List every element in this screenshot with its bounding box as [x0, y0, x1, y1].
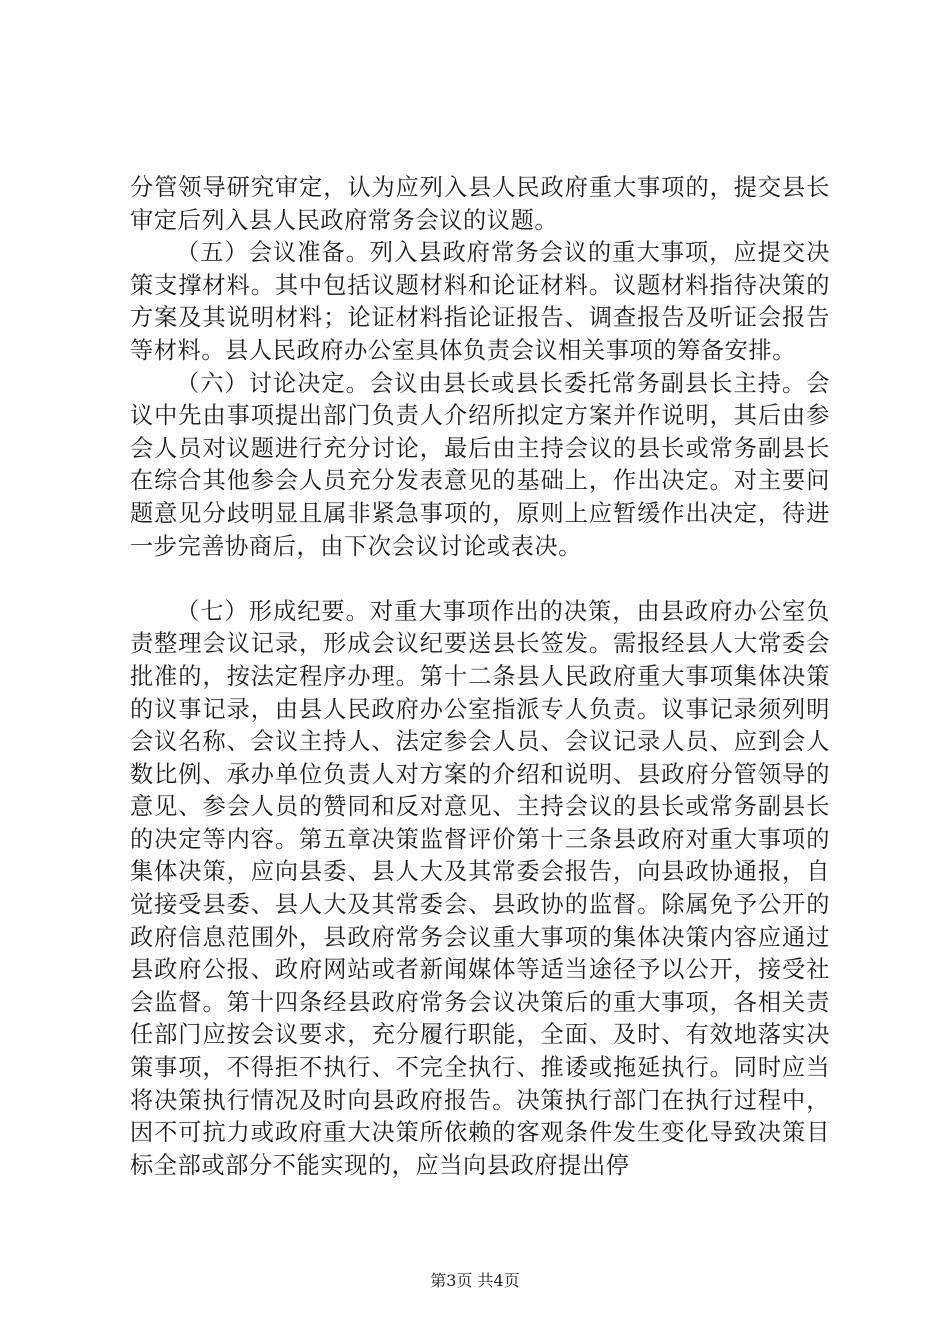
document-body	[130, 172, 830, 1182]
paragraph-continuation: 分管领导研究审定，认为应列入县人民政府重大事项的，提交县长审定后列入县人民政府常务会议的议题。	[130, 174, 830, 234]
paragraph-section-5: （五）会议准备。列入县政府常务会议的重大事项，应提交决策支撑材料。其中包括议题材料和论证材料。议题材料指待决策的方案及其说明材料；论证材料指论证报告、调查报告及听证会报告等材料。县人民政府办公室具体负责会议相关事项的筹备安排。	[130, 239, 830, 364]
paragraph-section-6: （六）讨论决定。会议由县长或县长委托常务副县长主持。会议中先由事项提出部门负责人介绍所拟定方案并作说明，其后由参会人员对议题进行充分讨论，最后由主持会议的县长或常务副县长在综合其他参会人员充分发表意见的基础上，作出决定。对主要问题意见分歧明显且属非紧急事项的，原则上应暂缓作出决定，待进一步完善协商后，由下次会议讨论或表决。	[130, 369, 830, 560]
page-number-footer: 第3页 共4页	[430, 1271, 520, 1290]
paragraph-section-7: （七）形成纪要。对重大事项作出的决策，由县政府办公室负责整理会议记录，形成会议纪要送县长签发。需报经县人大常委会批准的，按法定程序办理。第十二条县人民政府重大事项集体决策的议事记录，由县人民政府办公室指派专人负责。议事记录须列明会议名称、会议主持人、法定参会人员、会议记录人员、应到会人数比例、承办单位负责人对方案的介绍和说明、县政府分管领导的意见、参会人员的赞同和反对意见、主持会议的县长或常务副县长的决定等内容。第五章决策监督评价第十三条县政府对重大事项的集体决策，应向县委、县人大及其常委会报告，向县政协通报，自觉接受县委、县人大及其常委会、县政协的监督。除属免予公开的政府信息范围外，县政府常务会议重大事项的集体决策内容应通过县政府公报、政府网站或者新闻媒体等适当途径予以公开，接受社会监督。第十四条经县政府常务会议决策后的重大事项，各相关责任部门应按会议要求，充分履行职能，全面、及时、有效地落实决策事项，不得拒不执行、不完全执行、推诿或拖延执行。同时应当将决策执行情况及时向县政府报告。决策执行部门在执行过程中，因不可抗力或政府重大决策所依赖的客观条件发生变化导致决策目标全部或部分不能实现的，应当向县政府提出停	[130, 597, 830, 1179]
